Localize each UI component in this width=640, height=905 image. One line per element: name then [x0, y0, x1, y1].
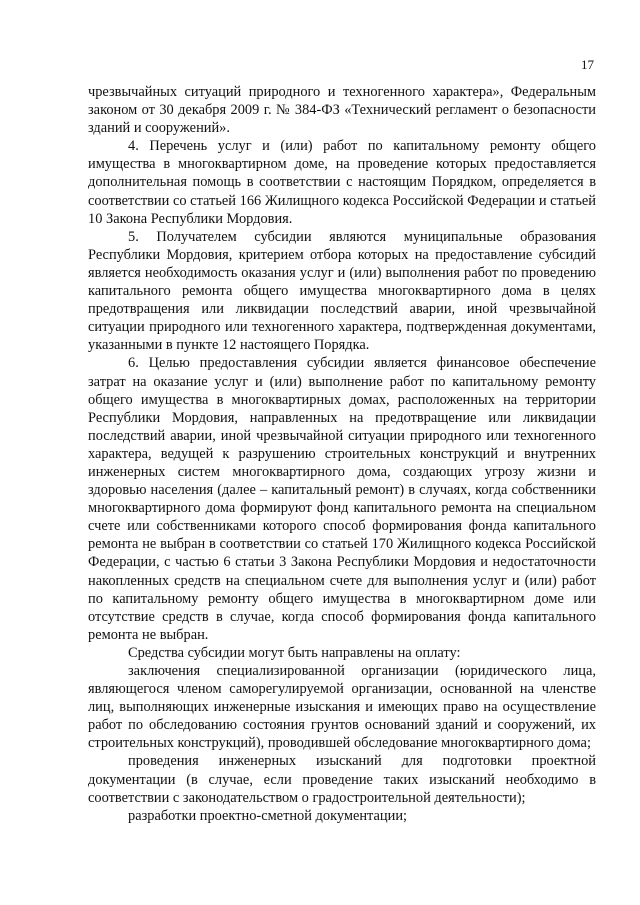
paragraph-subsidy-uses-intro: Средства субсидии могут быть направлены на оплату:: [128, 644, 461, 661]
document-body: [88, 83, 596, 825]
paragraph-use-design-documentation: разработки проектно-сметной документации;: [128, 807, 408, 824]
page-number: 17: [581, 57, 594, 72]
paragraph-item-6: 6. Целью предоставления субсидии является финансовое обеспечение затрат на оказание услуг и (или) выполнение работ по капитальному ремонту общего имущества в многоквартирных домах, расположенных на территории Республики Мордовия, направленных на предотвращение или ликвидации последствий аварии, иной чрезвычайной ситуации природного или техногенного характера, ведущей к разрушению строительных конструкций и внутренних инженерных систем многоквартирного дома, создающих угрозу жизни и здоровью населения (далее – капитальный ремонт) в случаях, когда собственники многоквартирного дома формируют фонд капитального ремонта на специальном счете или собственниками которого способ формирования фонда капитального ремонта не выбран в соответствии со статьей 170 Жилищного кодекса Российской Федерации, с частью 6 статьи 3 Закона Республики Мордовия и недостаточности накопленных средств на специальном счете для выполнения услуг и (или) работ по капитальному ремонту общего имущества в многоквартирном доме или отсутствие средств в случае, когда способ формирования фонда капитального ремонта не выбран.: [88, 355, 596, 643]
paragraph-use-engineering-surveys: проведения инженерных изысканий для подготовки проектной документации (в случае, если проведение таких изысканий необходимо в соответствии с законодательством о градостроительной деятельности);: [88, 753, 596, 806]
paragraph-use-expert-conclusion: заключения специализированной организации (юридического лица, являющегося членом саморегулируемой организации, основанной на членстве лиц, выполняющих инженерные изыскания и имеющих право на осуществление работ по обследованию состояния грунтов оснований зданий и сооружений, их строительных конструкций), проводившей обследование многоквартирного дома;: [88, 663, 596, 752]
paragraph-item-5: 5. Получателем субсидии являются муниципальные образования Республики Мордовия, критерием отбора которых на предоставление субсидий является необходимость оказания услуг и (или) выполнения работ по проведению капитального ремонта общего имущества многоквартирного дома в целях предотвращения или ликвидации последствий аварии, иной чрезвычайной ситуации природного или техногенного характера, подтвержденная документами, указанными в пункте 12 настоящего Порядка.: [88, 228, 596, 354]
paragraph-continuation: чрезвычайных ситуаций природного и техногенного характера», Федеральным законом от 30 декабря 2009 г. № 384-ФЗ «Технический регламент о безопасности зданий и сооружений».: [88, 84, 596, 137]
paragraph-item-4: 4. Перечень услуг и (или) работ по капитальному ремонту общего имущества в многоквартирном доме, на проведение которых предоставляется дополнительная помощь в соответствии с настоящим Порядком, определяется в соответствии со статьей 166 Жилищного кодекса Российской Федерации и статьей 10 Закона Республики Мордовия.: [88, 138, 596, 227]
